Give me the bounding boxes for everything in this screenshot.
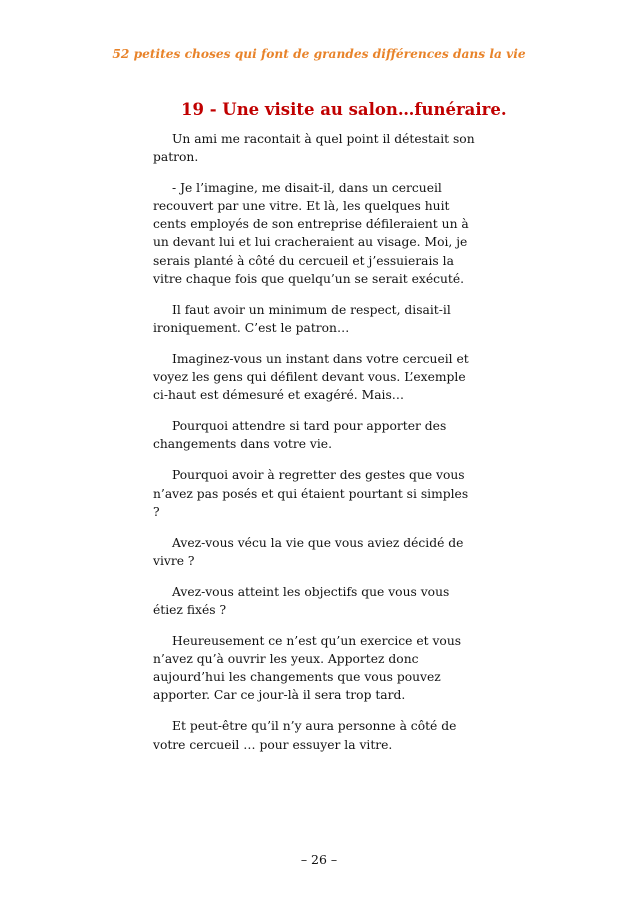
paragraph: Pourquoi avoir à regretter des gestes que vous n’avez pas posés et qui étaient pourtant si simples ? [153, 468, 469, 519]
paragraph: Pourquoi attendre si tard pour apporter des changements dans votre vie. [153, 419, 447, 452]
chapter-body [153, 130, 475, 767]
paragraph: Imaginez-vous un instant dans votre cercueil et voyez les gens qui défilent devant vous. L’exemple ci-haut est démesuré et exagéré. Mais… [153, 351, 469, 403]
chapter-title: 19 - Une visite au salon…funéraire. [181, 100, 507, 119]
paragraph: Et peut-être qu’il n’y aura personne à côté de votre cercueil … pour essuyer la vitre. [153, 719, 457, 752]
page-number: – 26 – [300, 852, 338, 867]
paragraph: - Je l’imagine, me disait-il, dans un cercueil recouvert par une vitre. Et là, les quelques huit cents employés de son entreprise défileraient un à un devant lui et lui cracheraient au visage. Moi, je serais planté à côté du cercueil et j’essuierais la vitre chaque fois que quelqu’un se serait exécuté. [153, 181, 469, 286]
paragraph: Heureusement ce n’est qu’un exercice et vous n’avez qu’à ouvrir les yeux. Apportez donc aujourd’hui les changements que vous pouvez apporter. Car ce jour-là il sera trop tard. [153, 634, 462, 703]
paragraph: Un ami me racontait à quel point il détestait son patron. [153, 132, 475, 165]
paragraph: Avez-vous vécu la vie que vous aviez décidé de vivre ? [153, 535, 464, 568]
paragraph: Il faut avoir un minimum de respect, disait-il ironiquement. C’est le patron… [153, 302, 451, 335]
paragraph: Avez-vous atteint les objectifs que vous vous étiez fixés ? [153, 584, 450, 617]
running-header: 52 petites choses qui font de grandes différences dans la vie [112, 47, 526, 61]
